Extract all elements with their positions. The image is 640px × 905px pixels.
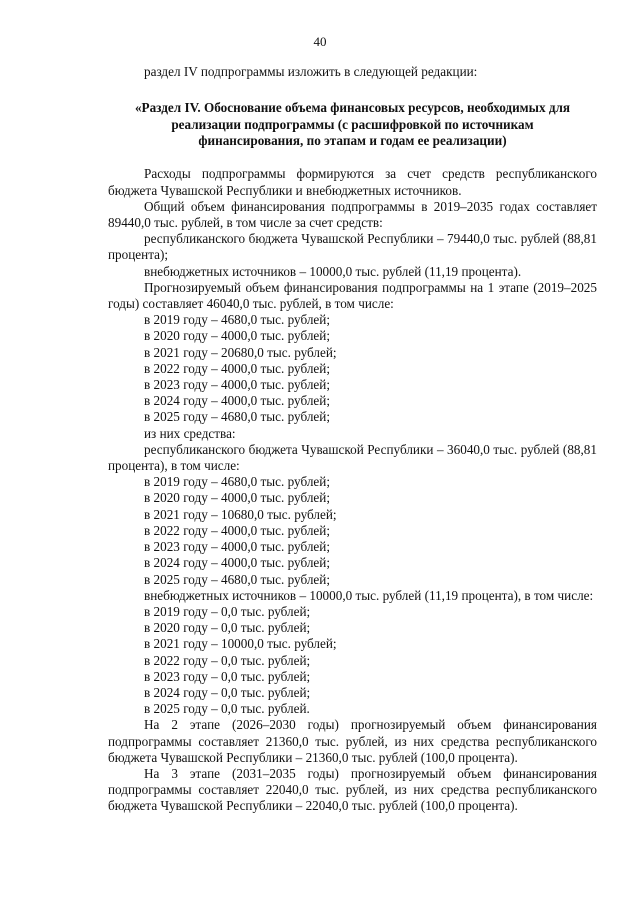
section-heading (108, 100, 597, 149)
list-item: в 2024 году – 0,0 тыс. рублей; (144, 684, 311, 700)
heading-line-2: реализации подпрограммы (с расшифровкой по источникам (171, 116, 534, 132)
heading-line-1: «Раздел IV. Обоснование объема финансовых ресурсов, необходимых для (134, 100, 571, 116)
budget-by-year-list (108, 474, 597, 587)
total-by-year-list (108, 312, 597, 425)
paragraph-extrabudgetary: внебюджетных источников – 10000,0 тыс. рублей (11,19 процента). (144, 263, 522, 279)
page-number: 40 (313, 34, 327, 49)
list-item: в 2023 году – 4000,0 тыс. рублей; (144, 377, 330, 393)
list-item: в 2025 году – 4680,0 тыс. рублей; (144, 571, 330, 587)
paragraph-funding-sources: Расходы подпрограммы формируются за счет средств республиканского бюджета Чувашской Республики и внебюджетных источников. (108, 166, 597, 198)
list-item: в 2022 году – 4000,0 тыс. рублей; (144, 522, 330, 538)
paragraph-republican-budget: республиканского бюджета Чувашской Республики – 79440,0 тыс. рублей (88,81 процента); (108, 231, 597, 263)
heading-line-3: финансирования, по этапам и годам ее реализации) (198, 133, 507, 149)
paragraph-total-volume: Общий объем финансирования подпрограммы в 2019–2035 годах составляет 89440,0 тыс. рублей, в том числе за счет средств: (108, 198, 597, 231)
list-item: в 2022 году – 0,0 тыс. рублей; (144, 652, 311, 668)
list-item: в 2022 году – 4000,0 тыс. рублей; (144, 360, 330, 376)
list-item: в 2020 году – 0,0 тыс. рублей; (144, 620, 311, 636)
list-item: в 2021 году – 10000,0 тыс. рублей; (144, 636, 337, 652)
document-body (108, 64, 597, 815)
list-item: в 2025 году – 0,0 тыс. рублей. (144, 701, 310, 717)
list-item: в 2025 году – 4680,0 тыс. рублей; (144, 409, 330, 425)
list-item: в 2019 году – 4680,0 тыс. рублей; (144, 474, 330, 490)
list-item: в 2023 году – 0,0 тыс. рублей; (144, 668, 311, 684)
paragraph-stage-3: На 3 этапе (2031–2035 годы) прогнозируемый объем финансирования подпрограммы составляет 22040,0 тыс. рублей, из них средства республиканского бюджета Чувашской Республики – 22040,0 тыс. рублей (100,0 процента). (108, 765, 597, 814)
list-item: в 2023 году – 4000,0 тыс. рублей; (144, 539, 330, 555)
list-item: в 2021 году – 20680,0 тыс. рублей; (144, 344, 337, 360)
paragraph-stage-2: На 2 этапе (2026–2030 годы) прогнозируемый объем финансирования подпрограммы составляет 21360,0 тыс. рублей, из них средства республиканского бюджета Чувашской Республики – 21360,0 тыс. рублей (100,0 процента). (108, 717, 597, 765)
paragraph-stage-1-extrabudgetary: внебюджетных источников – 10000,0 тыс. рублей (11,19 процента), в том числе: (144, 587, 594, 603)
list-item: в 2024 году – 4000,0 тыс. рублей; (144, 393, 330, 409)
list-item: в 2024 году – 4000,0 тыс. рублей; (144, 555, 330, 571)
list-item: в 2019 году – 0,0 тыс. рублей; (144, 603, 311, 619)
of-them-line: из них средства: (144, 425, 236, 441)
list-item: в 2019 году – 4680,0 тыс. рублей; (144, 312, 330, 328)
paragraph-stage-1: Прогнозируемый объем финансирования подпрограммы на 1 этапе (2019–2025 годы) составляет 46040,0 тыс. рублей, в том числе: (108, 279, 597, 312)
extrabudgetary-by-year-list (108, 604, 597, 717)
intro-line: раздел IV подпрограммы изложить в следующей редакции: (144, 64, 478, 79)
list-item: в 2021 году – 10680,0 тыс. рублей; (144, 506, 337, 522)
paragraph-stage-1-budget: республиканского бюджета Чувашской Республики – 36040,0 тыс. рублей (88,81 процента), в том числе: (108, 441, 597, 474)
list-item: в 2020 году – 4000,0 тыс. рублей; (144, 490, 330, 506)
list-item: в 2020 году – 4000,0 тыс. рублей; (144, 328, 330, 344)
